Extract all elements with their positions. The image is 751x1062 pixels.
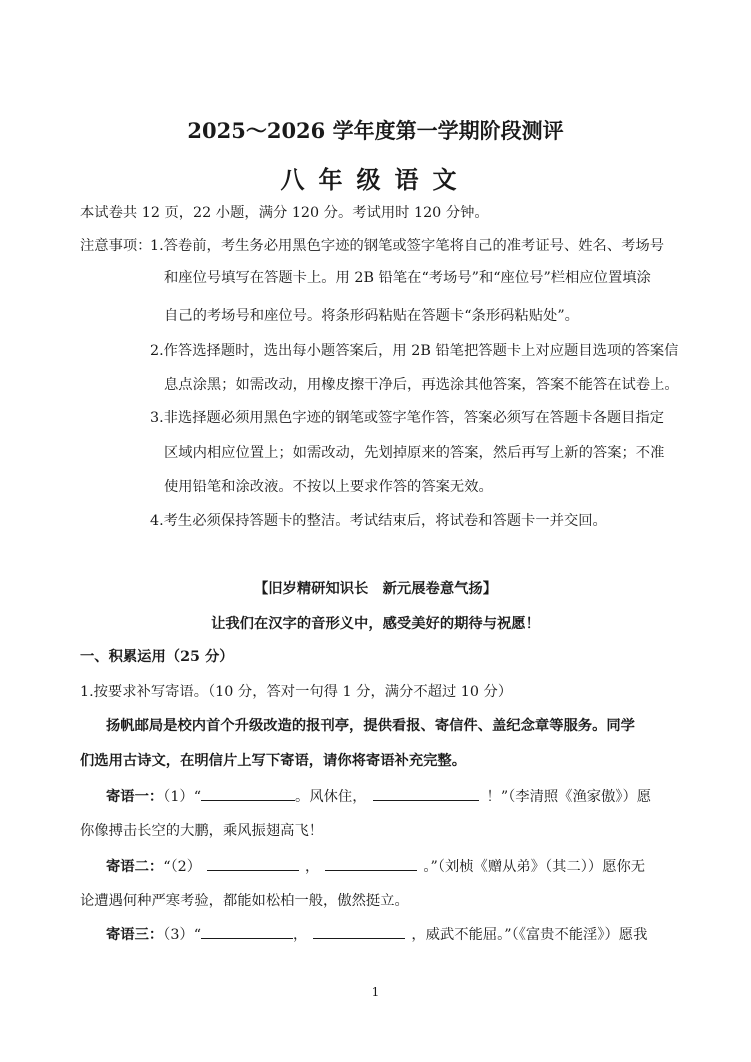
page-number: 1 [371,985,380,999]
message-2-line-1 [106,856,645,877]
theme-subheading: 让我们在汉字的音形义中，感受美好的期待与祝愿！ [211,616,540,632]
q1-context-line-1: 扬帆邮局是校内首个升级改造的报刊亭，提供看报、寄信件、盖纪念章等服务。同学 [106,718,635,734]
note-4-line-1: 4.考生必须保持答题卡的整洁。考试结束后，将试卷和答题卡一并交回。 [150,513,607,529]
note-1-line-3: 自己的考场号和座位号。将条形码粘贴在答题卡“条形码粘贴处”。 [164,308,579,324]
message-2-label: 寄语二： [106,859,164,875]
exam-title: 2025～2026 学年度第一学期阶段测评 [187,118,564,143]
message-1-line-1 [106,786,651,807]
note-3-line-3: 使用铅笔和涂改液。不按以上要求作答的答案无效。 [164,479,493,495]
message-3-blank-2[interactable] [313,924,405,939]
message-2-blank-2[interactable] [325,856,417,871]
message-3-part-c: ，威武不能屈。”（《富贵不能淫》）愿我 [411,927,648,943]
message-1-part-a: （1）“ [163,789,202,805]
message-1-blank-1[interactable] [201,786,295,801]
message-2-part-c: 。”（刘桢《赠从弟》（其二））愿你无 [423,859,646,875]
exam-subject: 八年级语文 [280,165,471,194]
note-2-line-1: 2.作答选择题时，选出每小题答案后，用 2B 铅笔把答题卡上对应题目选项的答案信 [150,343,679,359]
notes-label: 注意事项： [80,238,152,254]
message-2-part-b: ， [305,859,320,875]
exam-intro: 本试卷共 12 页，22 小题，满分 120 分。考试用时 120 分钟。 [80,205,489,221]
note-1-line-2: 和座位号填写在答题卡上。用 2B 铅笔在“考场号”和“座位号”栏相应位置填涂 [164,270,651,286]
section-1-title: 一、积累运用（25 分） [80,649,234,665]
message-1-label: 寄语一： [106,789,164,805]
message-3-part-b: ， [293,927,308,943]
note-3-line-1: 3.非选择题必须用黑色字迹的钢笔或签字笔作答，答案必须写在答题卡各题目指定 [150,410,665,426]
note-2-line-2: 息点涂黑；如需改动，用橡皮擦干净后，再选涂其他答案，答案不能答在试卷上。 [164,377,679,393]
message-1-blank-2[interactable] [373,786,479,801]
message-2-line-2: 论遭遇何种严寒考验，都能如松柏一般，傲然挺立。 [80,893,409,909]
theme-heading: 【旧岁精研知识长 新元展卷意气扬】 [253,581,498,597]
message-2-blank-1[interactable] [207,856,299,871]
q1-context-line-2: 们选用古诗文，在明信片上写下寄语，请你将寄语补充完整。 [80,753,467,769]
message-3-line-1 [106,924,647,945]
message-3-label: 寄语三： [106,927,164,943]
message-1-part-b: 。风休住， [295,789,367,805]
message-1-line-2: 你像搏击长空的大鹏，乘风振翅高飞！ [80,823,324,839]
message-3-part-a: （3）“ [163,927,202,943]
note-3-line-2: 区域内相应位置上；如需改动，先划掉原来的答案，然后再写上新的答案；不准 [164,445,665,461]
question-1: 1.按要求补写寄语。（10 分，答对一句得 1 分，满分不超过 10 分） [80,684,513,700]
message-1-part-c: ！”（李清照《渔家傲》）愿 [486,789,652,805]
note-1-line-1: 1.答卷前，考生务必用黑色字迹的钢笔或签字笔将自己的准考证号、姓名、考场号 [150,238,665,254]
message-3-blank-1[interactable] [201,924,293,939]
message-2-part-a: “（2） [163,859,202,875]
